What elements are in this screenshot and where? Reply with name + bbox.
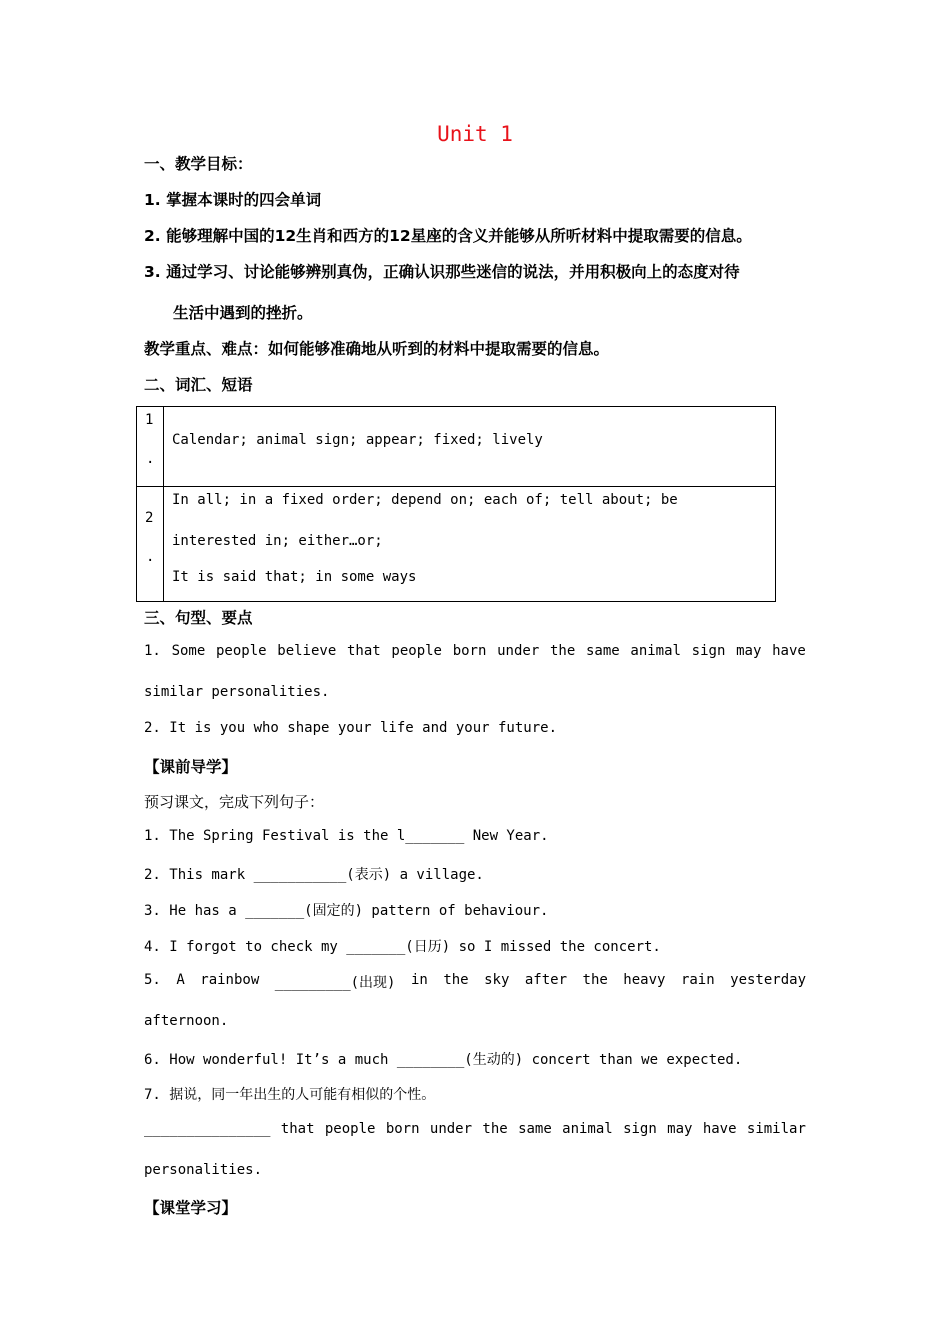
row-number-dot: . [146, 549, 155, 565]
exercise-1: 1. The Spring Festival is the l_______ New Year. [144, 828, 549, 844]
sentences-heading: 三、句型、要点 [144, 609, 253, 627]
row-number-dot: . [146, 451, 155, 467]
word: that [280, 1121, 315, 1137]
word: born [452, 643, 487, 659]
word: have [772, 643, 806, 659]
word: same [518, 1121, 552, 1137]
word: under [497, 643, 540, 659]
vocab-line: Calendar; animal sign; appear; fixed; lively [172, 432, 543, 448]
objective-3: 3. 通过学习、讨论能够辨别真伪，正确认识那些迷信的说法，并用积极向上的态度对待 [144, 263, 740, 281]
preview-heading: 【课前导学】 [144, 758, 238, 776]
vocab-line: It is said that; in some ways [172, 569, 417, 585]
sentence-1-continued: similar personalities. [144, 684, 330, 700]
key-points: 教学重点、难点：如何能够准确地从听到的材料中提取需要的信息。 [144, 340, 610, 358]
row-number: 1 [145, 412, 154, 428]
word: people [324, 1121, 376, 1137]
exercise-4: 4. I forgot to check my _______(日历) so I missed the concert. [144, 939, 661, 955]
word: the [549, 643, 576, 659]
word: may [736, 643, 762, 659]
sentence-1 [144, 643, 806, 659]
table-row [137, 487, 776, 602]
word: A [176, 972, 185, 988]
objectives-heading: 一、教学目标： [144, 155, 253, 173]
vocab-line: In all; in a fixed order; depend on; each of; tell about; be [172, 492, 678, 508]
vocab-heading: 二、词汇、短语 [144, 376, 253, 394]
exercise-5 [144, 972, 806, 992]
page-title: Unit 1 [437, 122, 513, 146]
word: heavy [623, 972, 666, 988]
word: same [585, 643, 620, 659]
word: Some [171, 643, 206, 659]
vocab-table [136, 406, 776, 602]
word: the [582, 972, 608, 988]
word: under [429, 1121, 473, 1137]
row-number: 2 [145, 510, 154, 526]
objective-3-continued: 生活中遇到的挫折。 [173, 304, 313, 322]
word: sky [484, 972, 510, 988]
word: animal [630, 643, 681, 659]
vocab-cell [164, 487, 776, 602]
preview-instruction: 预习课文，完成下列句子： [144, 793, 325, 811]
exercise-6: 6. How wonderful! It’s a much ________(生动的) concert than we expected. [144, 1052, 743, 1068]
word: rain [680, 972, 715, 988]
word: believe [277, 643, 337, 659]
word: people [215, 643, 267, 659]
objective-2: 2. 能够理解中国的12生肖和西方的12星座的含义并能够从所听材料中提取需要的信息。 [144, 227, 752, 245]
word: _________(出现) [274, 975, 396, 991]
objective-1: 1. 掌握本课时的四会单词 [144, 191, 322, 209]
word: yesterday [730, 972, 806, 988]
word: sign [623, 1121, 657, 1137]
row-number-cell [137, 407, 164, 487]
vocab-cell [164, 407, 776, 487]
exercise-7: 7. 据说，同一年出生的人可能有相似的个性。 [144, 1087, 436, 1103]
exercise-7-answer-line [144, 1121, 806, 1137]
exercise-5-continued: afternoon. [144, 1013, 229, 1029]
word: animal [562, 1121, 613, 1137]
sentence-2: 2. It is you who shape your life and your future. [144, 720, 558, 736]
word: the [443, 972, 469, 988]
word: 5. [144, 972, 161, 988]
word: born [385, 1121, 420, 1137]
table-row [137, 407, 776, 487]
class-heading: 【课堂学习】 [144, 1199, 238, 1217]
word: in [410, 972, 428, 988]
word: 1. [144, 643, 161, 659]
word: people [391, 643, 442, 659]
word: after [524, 972, 568, 988]
exercise-2: 2. This mark ___________(表示) a village. [144, 867, 484, 883]
row-number-cell [137, 487, 164, 602]
word: may [667, 1121, 693, 1137]
exercise-7-continued: personalities. [144, 1162, 263, 1178]
word: have [702, 1121, 737, 1137]
word: the [482, 1121, 508, 1137]
word: sign [691, 643, 726, 659]
word: _______________ [144, 1121, 271, 1137]
vocab-line: interested in; either…or; [172, 533, 383, 549]
exercise-3: 3. He has a _______(固定的) pattern of behaviour. [144, 903, 549, 919]
word: rainbow [200, 972, 260, 988]
word: similar [746, 1121, 806, 1137]
word: that [346, 643, 381, 659]
